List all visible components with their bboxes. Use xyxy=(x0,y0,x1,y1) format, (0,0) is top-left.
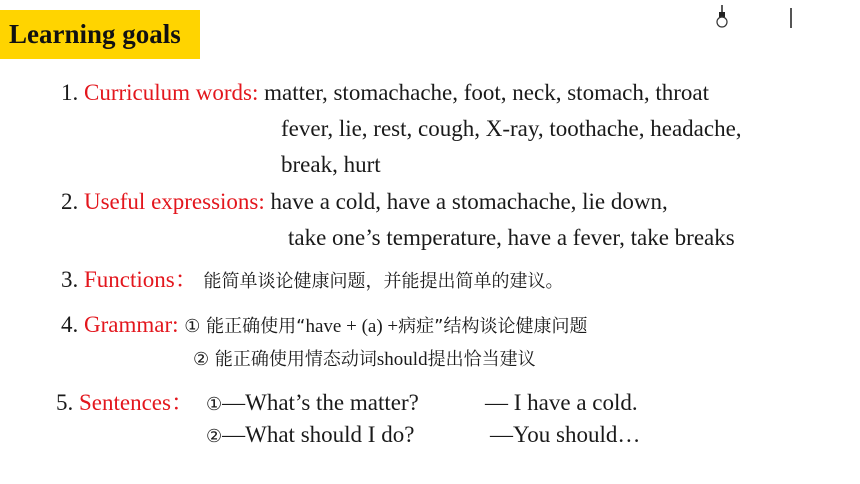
sentences-heading: Sentences xyxy=(79,390,171,415)
useful-expressions-line-1: 2. Useful expressions: have a cold, have a stomachache, lie down, xyxy=(61,189,668,214)
useful-expressions-line-2: take one’s temperature, have a fever, take breaks xyxy=(288,225,735,250)
curriculum-words-heading: Curriculum words: xyxy=(84,80,259,105)
curriculum-words-line-3: break, hurt xyxy=(281,152,381,177)
sentence-pair-1-question: ①—What’s the matter? xyxy=(206,390,419,415)
divider-line xyxy=(790,8,792,28)
sentence-pair-2-question: ②—What should I do? xyxy=(206,422,415,447)
curriculum-words-line-1: 1. Curriculum words: matter, stomachache, foot, neck, stomach, throat xyxy=(61,80,710,105)
grammar-heading: Grammar: xyxy=(84,312,179,337)
lightbulb-icon xyxy=(714,5,730,29)
page-title: Learning goals xyxy=(0,10,200,59)
sentence-pair-1-answer: — I have a cold. xyxy=(485,390,638,415)
functions-heading: Functions xyxy=(84,267,175,292)
grammar-line-2: ② 能正确使用情态动词should提出恰当建议 xyxy=(193,349,536,370)
functions-line: 3. Functions： 能简单谈论健康问题，并能提出简单的建议。 xyxy=(61,267,564,292)
curriculum-words-line-2: fever, lie, rest, cough, X-ray, toothache, headache, xyxy=(281,116,742,141)
sentences-line-1: 5. Sentences： xyxy=(56,390,194,415)
grammar-line-1: 4. Grammar: ① 能正确使用“have + (a) +病症”结构谈论健康问题 xyxy=(61,312,588,337)
sentence-pair-2-answer: —You should… xyxy=(490,422,641,447)
useful-expressions-heading: Useful expressions: xyxy=(84,189,265,214)
